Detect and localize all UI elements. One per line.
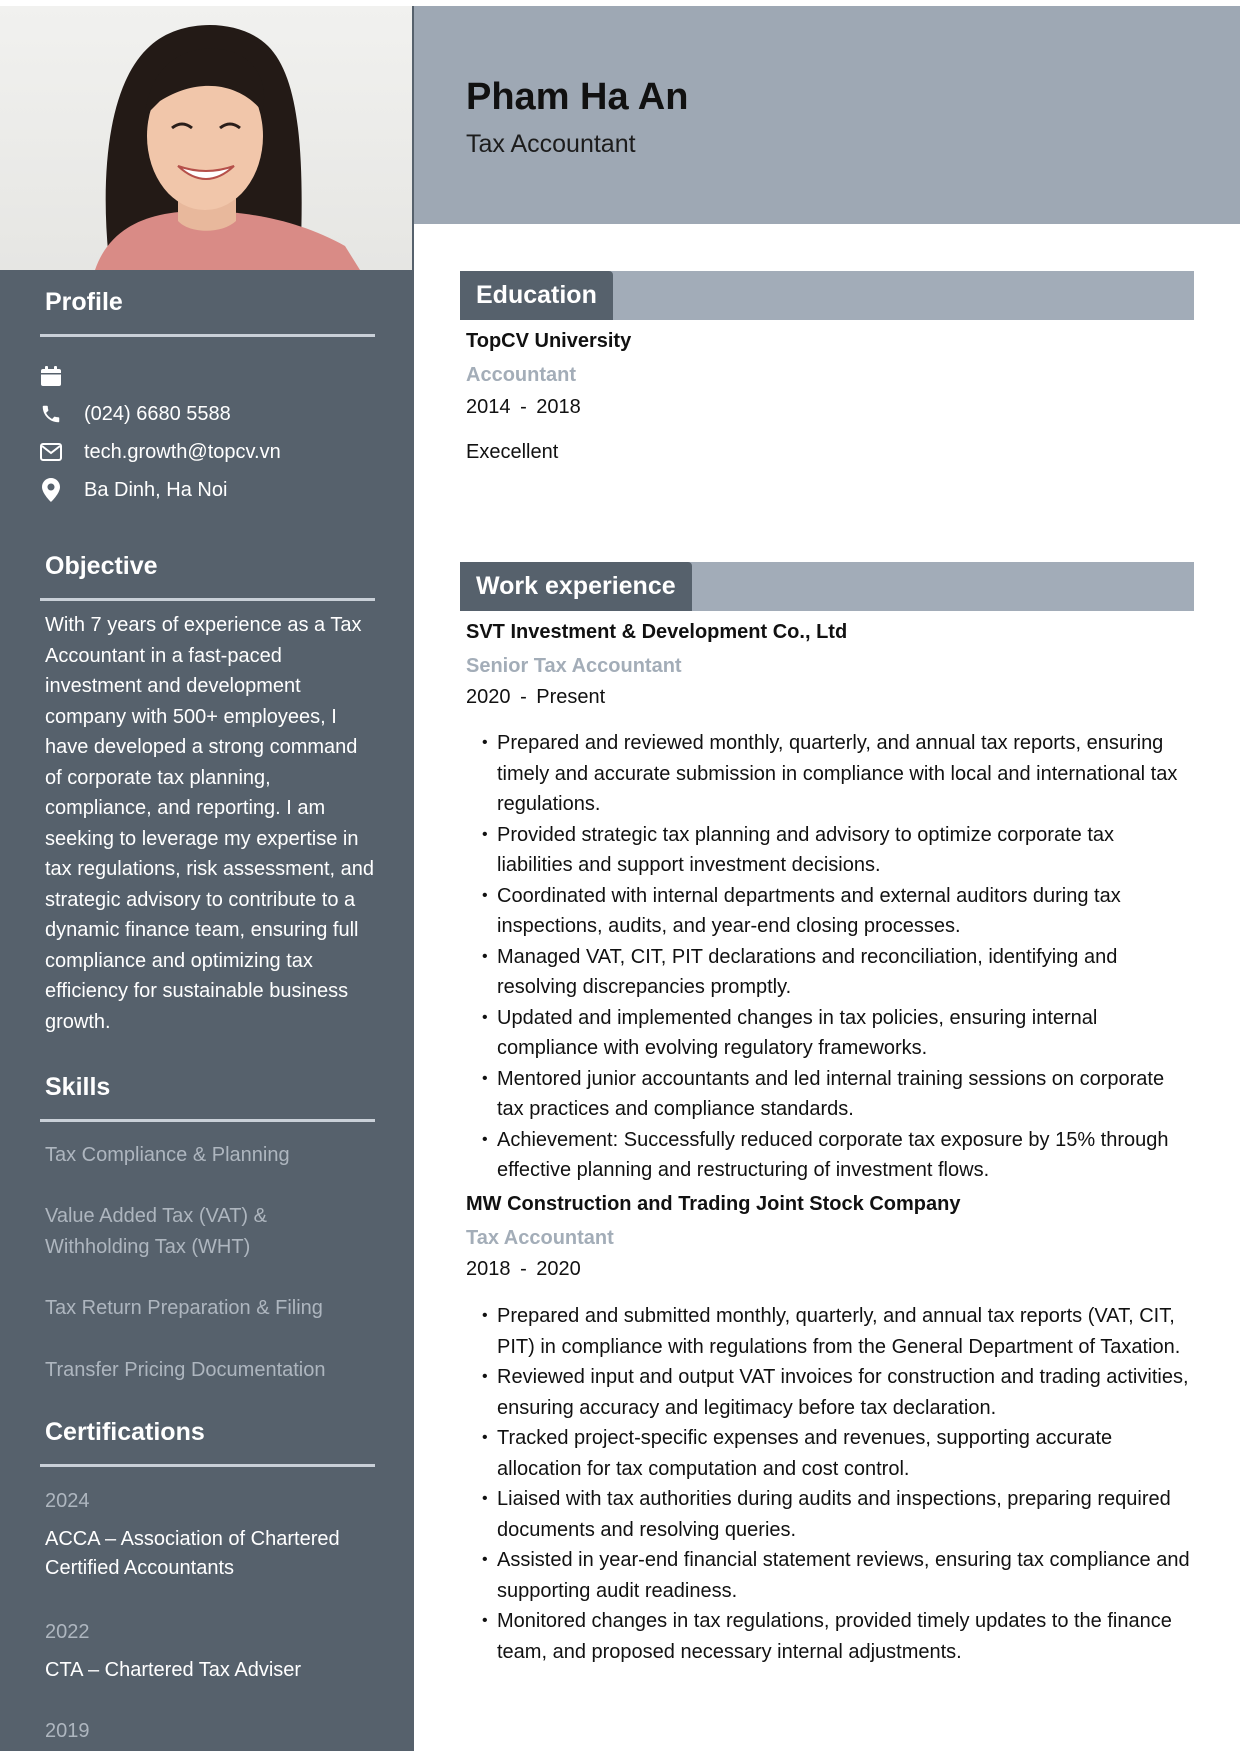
cert-name: CTA – Chartered Tax Adviser xyxy=(45,1659,302,1681)
skills-heading: Skills xyxy=(45,1073,111,1101)
section-divider xyxy=(40,598,375,601)
end-year: Present xyxy=(536,686,606,708)
objective-section xyxy=(45,548,375,592)
date-separator: - xyxy=(520,396,527,418)
location-text: Ba Dinh, Ha Noi xyxy=(84,478,228,501)
cert-year: 2019 xyxy=(45,1720,90,1742)
skill-item: Tax Compliance & Planning xyxy=(45,1144,290,1166)
list-item: • Updated and implemented changes in tax policies, ensuring internal compliance with evolving regulatory frameworks. xyxy=(482,1003,1192,1064)
job-bullets xyxy=(482,728,1192,1186)
list-item: • Mentored junior accountants and led internal training sessions on corporate tax practices and compliance standards. xyxy=(482,1064,1192,1125)
company-name: MW Construction and Trading Joint Stock Company xyxy=(466,1193,961,1215)
objective-text: With 7 years of experience as a Tax Accountant in a fast-paced investment and development company with 500+ employees, I have developed a strong command of corporate tax planning, compliance, and reporting. I am seeking to leverage my expertise in tax regulations, risk assessment, and strategic advisory to contribute to a dynamic finance team, ensuring full compliance and optimizing tax efficiency for sustainable business growth. xyxy=(45,614,375,1033)
candidate-name: Pham Ha An xyxy=(466,76,689,118)
profile-photo xyxy=(0,6,412,270)
section-divider xyxy=(40,1119,375,1122)
certifications-section xyxy=(45,1414,375,1458)
major: Accountant xyxy=(466,364,576,386)
certifications-heading: Certifications xyxy=(45,1418,205,1446)
list-item: • Prepared and reviewed monthly, quarterly, and annual tax reports, ensuring timely and accurate submission in compliance with local and international tax regulations. xyxy=(482,728,1192,820)
end-year: 2018 xyxy=(536,396,581,418)
email-text[interactable]: tech.growth@topcv.vn xyxy=(84,440,281,463)
work-heading: Work experience xyxy=(460,562,692,611)
list-item: • Managed VAT, CIT, PIT declarations and reconciliation, identifying and resolving discrepancies promptly. xyxy=(482,942,1192,1003)
date-separator: - xyxy=(520,686,527,708)
list-item: • Tracked project-specific expenses and revenues, supporting accurate allocation for tax computation and cost control. xyxy=(482,1423,1192,1484)
birthday-row xyxy=(38,363,84,389)
email-row xyxy=(38,439,281,465)
job-dates xyxy=(466,1258,581,1281)
skill-item: Tax Return Preparation & Filing xyxy=(45,1297,323,1319)
start-year: 2020 xyxy=(466,686,511,708)
list-item: • Reviewed input and output VAT invoices for construction and trading activities, ensuring accuracy and legitimacy before tax declaration. xyxy=(482,1362,1192,1423)
phone-icon xyxy=(38,401,64,427)
start-year: 2014 xyxy=(466,396,511,418)
profile-section xyxy=(45,284,375,328)
skill-item: Transfer Pricing Documentation xyxy=(45,1359,326,1381)
header-banner xyxy=(414,6,1240,224)
job-dates xyxy=(466,686,605,709)
phone-text: (024) 6680 5588 xyxy=(84,402,231,425)
company-name: SVT Investment & Development Co., Ltd xyxy=(466,621,848,643)
end-year: 2020 xyxy=(536,1258,581,1280)
school-name: TopCV University xyxy=(466,330,632,352)
list-item: • Provided strategic tax planning and advisory to optimize corporate tax liabilities and support investment decisions. xyxy=(482,820,1192,881)
section-divider xyxy=(40,334,375,337)
date-separator: - xyxy=(520,1258,527,1280)
section-divider xyxy=(40,1464,375,1467)
location-pin-icon xyxy=(38,477,64,503)
work-header xyxy=(460,562,1194,611)
list-item: • Monitored changes in tax regulations, provided timely updates to the finance team, and proposed necessary internal adjustments. xyxy=(482,1606,1192,1667)
education-header xyxy=(460,271,1194,320)
list-item: • Coordinated with internal departments and external auditors during tax inspections, audits, and year-end closing processes. xyxy=(482,881,1192,942)
job-bullets xyxy=(482,1301,1192,1667)
objective-heading: Objective xyxy=(45,552,158,580)
profile-heading: Profile xyxy=(45,288,123,316)
education-heading: Education xyxy=(460,271,613,320)
job-position: Tax Accountant xyxy=(466,1227,614,1249)
envelope-icon xyxy=(38,439,64,465)
job-position: Senior Tax Accountant xyxy=(466,655,682,677)
cert-year: 2022 xyxy=(45,1621,90,1643)
education-dates xyxy=(466,396,581,419)
skills-section xyxy=(45,1069,375,1113)
phone-row xyxy=(38,401,231,427)
cert-year: 2024 xyxy=(45,1490,90,1512)
list-item: • Assisted in year-end financial statement reviews, ensuring tax compliance and supporting audit readiness. xyxy=(482,1545,1192,1606)
location-row xyxy=(38,477,227,503)
list-item: • Liaised with tax authorities during audits and inspections, preparing required documents and resolving queries. xyxy=(482,1484,1192,1545)
calendar-icon xyxy=(38,363,64,389)
list-item: • Achievement: Successfully reduced corporate tax exposure by 15% through effective planning and restructuring of investment flows. xyxy=(482,1125,1192,1186)
start-year: 2018 xyxy=(466,1258,511,1280)
skill-item: Value Added Tax (VAT) & Withholding Tax (WHT) xyxy=(45,1205,267,1258)
candidate-title: Tax Accountant xyxy=(466,130,636,158)
list-item: • Prepared and submitted monthly, quarterly, and annual tax reports (VAT, CIT, PIT) in compliance with regulations from the General Department of Taxation. xyxy=(482,1301,1192,1362)
education-note: Execellent xyxy=(466,441,559,463)
portrait-illustration xyxy=(0,6,412,270)
cert-name: ACCA – Association of Chartered Certified Accountants xyxy=(45,1528,340,1579)
